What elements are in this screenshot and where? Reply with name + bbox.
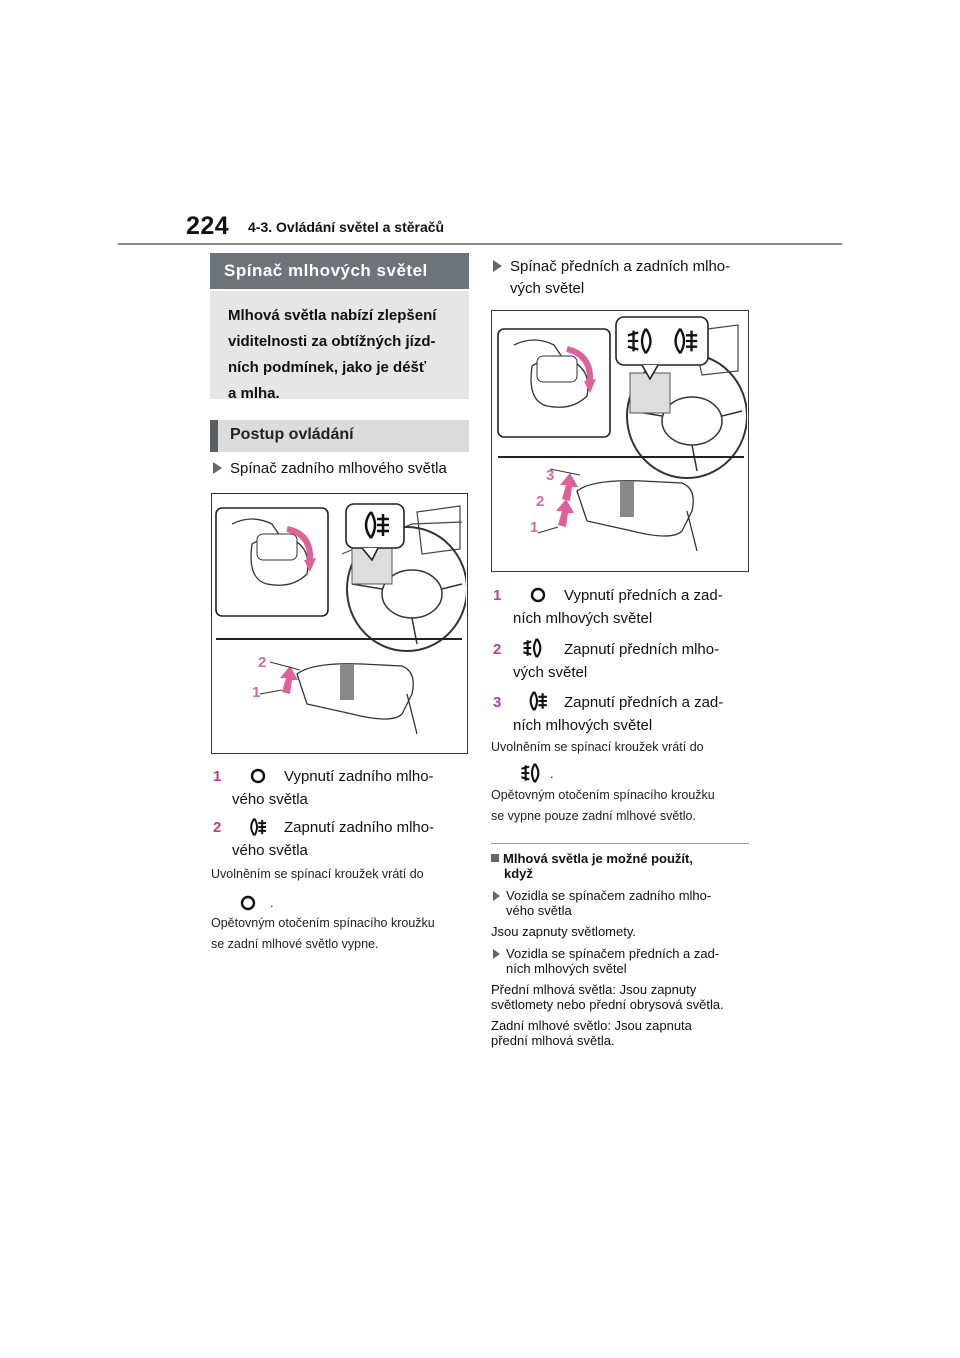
bullet-triangle-icon: [493, 949, 500, 959]
chapter-heading: Spínač mlhových světel: [210, 253, 469, 289]
condition-text: Zadní mlhové světlo: Jsou zapnuta: [491, 1018, 692, 1033]
rear-fog-light-icon: [667, 325, 701, 362]
list-item: [213, 816, 221, 840]
front-rear-fog-switch-figure: [491, 310, 749, 572]
item-text: vého světla: [232, 842, 308, 859]
section-title: 4-3. Ovládání světel a stěračů: [248, 219, 445, 235]
list-item: [493, 638, 501, 662]
item-text: ních mlhových světel: [513, 610, 653, 627]
item-number: 3: [493, 694, 502, 711]
again-note: Opětovným otočením spínacího kroužku: [211, 916, 435, 930]
intro-line: ních podmínek, jako je déšť: [228, 359, 427, 376]
rear-switch-bullet: [213, 458, 447, 480]
item-text: Zapnutí zadního mlho-: [284, 819, 435, 836]
fog-off-ring-icon: [250, 768, 266, 789]
figure-label: 3: [546, 467, 555, 484]
bullet-text: Spínač předních a zadních mlho-: [510, 258, 731, 275]
condition-text: přední mlhová světla.: [491, 1033, 615, 1048]
fog-off-ring-icon: [530, 587, 546, 608]
bullet-triangle-icon: [493, 260, 502, 272]
bullet-text: Vozidla se spínačem předních a zad-: [506, 946, 720, 961]
intro-line: viditelnosti za obtížných jízd-: [228, 333, 436, 350]
list-item: [493, 584, 501, 608]
section-divider: [491, 843, 749, 844]
release-note: Uvolněním se spínací kroužek vrátí do: [211, 867, 424, 881]
note-period: .: [270, 896, 274, 910]
page-number: 224: [186, 212, 230, 240]
bullet-text-cont: vých světel: [510, 280, 585, 297]
figure-label: 1: [252, 684, 261, 701]
intro-line: Mlhová světla nabízí zlepšení: [228, 307, 437, 324]
figure-label: 2: [258, 654, 267, 671]
item-number: 1: [493, 587, 502, 604]
item-text: Vypnutí předních a zad-: [564, 587, 723, 604]
bullet-text: Spínač zadního mlhového světla: [230, 460, 447, 477]
again-note: Opětovným otočením spínacího kroužku: [491, 788, 715, 802]
intro-line: a mlha.: [228, 385, 280, 402]
bullet-text-cont: vého světla: [506, 903, 572, 918]
header-divider: [118, 243, 842, 245]
condition-text: Přední mlhová světla: Jsou zapnuty: [491, 982, 697, 997]
release-note: Uvolněním se spínací kroužek vrátí do: [491, 740, 704, 754]
vehicle-type-bullet: [493, 946, 719, 961]
again-note: se zadní mlhové světlo vypne.: [211, 937, 379, 951]
usage-heading-cont: když: [504, 866, 533, 881]
figure-label: 1: [530, 519, 539, 536]
usage-heading-text: Mlhová světla je možné použít,: [503, 851, 693, 866]
item-number: 2: [213, 819, 222, 836]
item-number: 1: [213, 768, 222, 785]
item-text: vého světla: [232, 791, 308, 808]
item-text: ních mlhových světel: [513, 717, 653, 734]
condition-text: světlomety nebo přední obrysová světla.: [491, 997, 724, 1012]
steering-illustration: [212, 494, 466, 752]
figure-label: 2: [536, 493, 545, 510]
again-note: se vypne pouze zadní mlhové světlo.: [491, 809, 696, 823]
bullet-triangle-icon: [493, 891, 500, 901]
item-text: Vypnutí zadního mlho-: [284, 768, 434, 785]
bullet-text: Vozidla se spínačem zadního mlho-: [506, 888, 712, 903]
list-item: [493, 691, 501, 715]
usage-heading: [491, 851, 693, 866]
item-text: Zapnutí předních a zad-: [564, 694, 724, 711]
item-text: vých světel: [513, 664, 588, 681]
note-period: .: [550, 767, 554, 781]
item-number: 2: [493, 641, 502, 658]
item-text: Zapnutí předních mlho-: [564, 641, 720, 658]
rear-fog-light-icon: [357, 508, 393, 547]
bullet-triangle-icon: [213, 462, 222, 474]
procedure-heading: Postup ovládání: [210, 420, 469, 452]
intro-box: [210, 291, 469, 402]
front-rear-switch-bullet: [493, 256, 730, 278]
square-bullet-icon: [491, 854, 499, 862]
vehicle-type-bullet: [493, 888, 711, 903]
bullet-text-cont: ních mlhových světel: [506, 961, 627, 976]
list-item: [213, 765, 221, 789]
condition-text: Jsou zapnuty světlomety.: [491, 924, 636, 939]
front-fog-light-icon: [625, 325, 659, 362]
rear-fog-switch-figure: [211, 493, 468, 754]
